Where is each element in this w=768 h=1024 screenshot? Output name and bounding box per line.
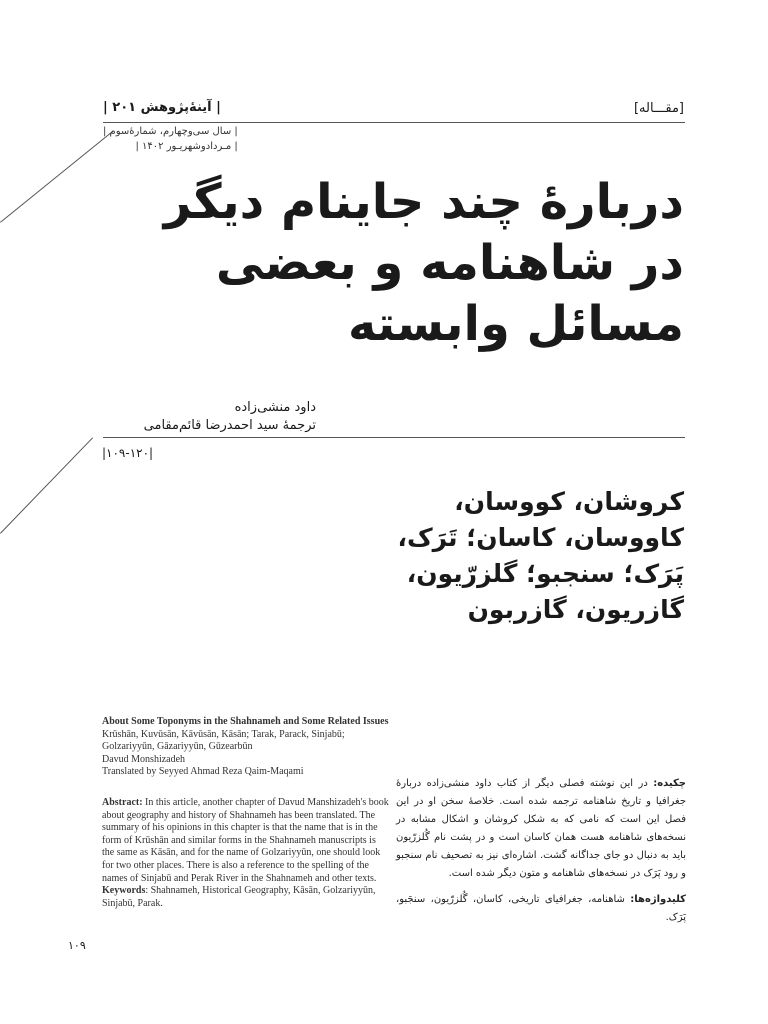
persian-keywords [396,891,686,927]
english-translator: Translated by Seyyed Ahmad Reza Qaim-Maqami [102,766,304,778]
english-terms: Krūshān, Kuvūsān, Kāvūsān, Kāsān; Tarak, Parack, Sinjabū; Golzariyyūn, Gāzariyyūn, Gūzearbūn [102,728,345,753]
subtitle-line: کروشان، کووسان، [454,487,684,516]
english-title: About Some Toponyms in the Shahnameh and Some Related Issues [102,716,389,727]
persian-abstract-label: چکیده: [653,778,686,789]
subtitle-line: گازریون، گازربون [467,595,684,624]
persian-keywords-label: کلیدواژه‌ها: [630,894,686,905]
abstract-label: Abstract: [102,796,143,808]
title-line: دربارهٔ چند جاینام دیگر [163,174,684,230]
journal-issue: | سال سی‌وچهارم، شمارهٔ‌سوم | [103,126,238,137]
translator-name: ترجمهٔ سید احمدرضا قائم‌مقامی [143,418,316,433]
middle-rule [103,437,685,438]
article-title [44,172,684,355]
english-abstract [102,797,390,885]
top-rule [103,122,685,123]
english-summary [102,716,390,910]
english-keywords [102,885,390,910]
author-name: داود منشی‌زاده [234,400,316,415]
journal-name: | آینهٔ‌پژوهش ۲۰۱ | [103,100,221,115]
title-line: در شاهنامه و بعضی [215,235,684,291]
middle-diagonal-rule [0,437,93,533]
journal-date: | مـرداد‌و‌شهریـور ۱۴۰۲ | [135,141,238,152]
persian-summary [396,775,686,927]
page-number: ۱۰۹ [68,939,86,952]
keywords-label: Keywords [102,885,146,897]
title-line: مسائل وابسته [347,296,684,352]
subtitle-line: پَرَک؛ سنجبو؛ گلزرّیون، [406,559,684,588]
keywords-text: : Shahnameh, Historical Geography, Kāsān, Golzariyyūn, Sinjabū, Parak. [102,885,376,909]
english-author: Davud Monshizadeh [102,753,186,765]
persian-abstract-text: در این نوشته فصلی دیگر از کتاب داود منشی‌زاده دربارهٔ جغرافیا و تاریخ شاهنامه ترجمه شده است. خلاصهٔ سخن او در این فصل این است که نامی که به شکل کروشان و اشکال مشابه در نسخه‌های شاهنامه هست همان کاسان است و در پشت نام گُلزرّیون باید به دنبال دو جای جداگانه گشت. اشاره‌ای نیز به تصحیف نام سنجبو و رود پَرَک در نسخه‌های شاهنامه و متون دیگر شده است. [396,778,686,879]
section-label: [مقـــاله] [633,101,684,116]
journal-details [103,124,238,154]
page-range: |۱۰۹-۱۲۰| [102,446,154,460]
subtitle-line: کاووسان، کاسان؛ تَرَک، [397,523,684,552]
persian-keywords-text: شاهنامه، جغرافیای تاریخی، کاسان، گُلزرّیون، سنجَبو، پَرَک. [396,894,686,923]
abstract-text: In this article, another chapter of Davud Manshizadeh's book about geography and history of Shahnameh has been translated. The summary of his opinions in this chapter is that the name that is in the form of Krūshān and similar forms in the Shahnameh manuscripts is the same as Kāsān, and for the name of Golzariyyūn, one should look for two other places. There is also a reference to the spelling of the names of Sinjabū and Perak River in the Shahnameh and other texts. [102,796,389,884]
article-subtitle [264,484,684,628]
persian-abstract [396,775,686,883]
